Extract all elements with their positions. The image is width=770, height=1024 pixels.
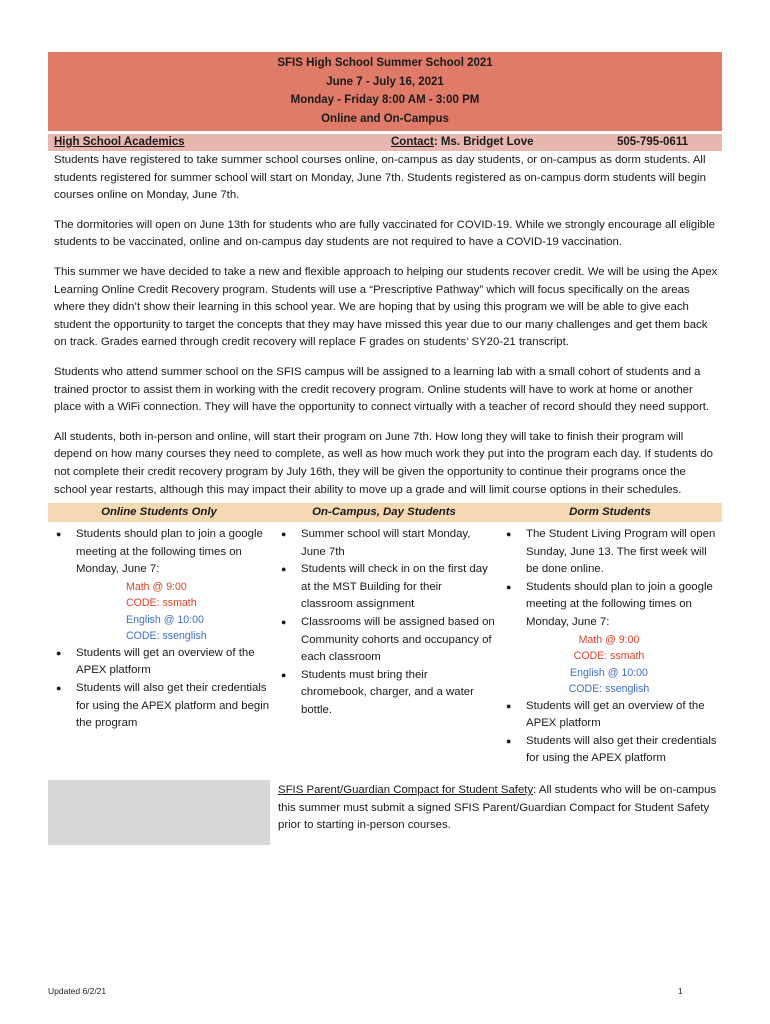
list-item: ● Students will also get their credentials for using the APEX platform	[498, 733, 722, 768]
contact-phone: 505-795-0611	[617, 136, 688, 148]
meeting-codes	[526, 632, 722, 698]
paragraph-start-dates: All students, both in-person and online, will start their program on June 7th. How long they will take to finish their program will depend on how many courses they need to complete, as well as how much work they put into the program each day. If students do not complete their credit recovery program by July 16th, they will be given the opportunity to continue their programs once the school year restarts, although this may impact their ability to move up a grade and will limit course options in their schedules.	[54, 430, 713, 496]
column-heading-day: On-Campus, Day Students	[273, 503, 495, 522]
paragraph-dormitories: The dormitories will open on June 13th for students who are fully vaccinated for COVID-19. While we strongly encourage all eligible students to be vaccinated, online and on-campus day students are not required to have a COVID-19 vaccination.	[54, 218, 715, 249]
math-time: Math @ 9:00	[578, 633, 640, 646]
footer-updated: Updated 6/2/21	[48, 986, 107, 996]
math-time: Math @ 9:00	[126, 580, 187, 593]
gray-placeholder-box	[48, 780, 270, 845]
list-item: ● Students should plan to join a google meeting at the following times on Monday, June 7: Math @ 9:00 CODE: ssmath English @ 10:00 CODE: ssenglish	[498, 579, 722, 698]
student-types-table	[48, 503, 722, 768]
contact-person	[387, 134, 609, 151]
contact-row	[48, 134, 722, 151]
paragraph-credit-recovery: This summer we have decided to take a new and flexible approach to helping our students recover credit. We will be using the Apex Learning Online Credit Recovery program. Students will use a “Prescriptive Pathway” which will focus specifically on the areas where they didn’t show their learning in this school year. We are hoping that by using this program we will be able to give each student the opportunity to target the concepts that they may have missed this year due to our many challenges and get them back on track. Grades earned through credit recovery will replace F grades on students’ SY20-21 transcript.	[54, 265, 718, 349]
math-code: CODE: ssmath	[573, 650, 645, 663]
safety-compact-note	[278, 782, 718, 845]
column-heading-dorm: Dorm Students	[498, 503, 722, 522]
list-item: ● Students will get an overview of the APEX platform	[498, 698, 722, 733]
dorm-column	[498, 522, 722, 768]
paragraph-campus-labs: Students who attend summer school on the SFIS campus will be assigned to a learning lab with a small cohort of students and a trained proctor to assist them in working with the credit recovery program. Online students will have to work at home or another place with a WiFi connection. They will have the opportunity to connect virtually with a teacher of record should they need support.	[54, 365, 710, 414]
paragraph-registration: Students have registered to take summer school courses online, on-campus as day students, or on-campus as dorm students. All students registered for summer school will start on Monday, June 7th. Students registered as on-campus dorm students will begin courses online on Monday, June 7th.	[54, 154, 706, 202]
header-title: SFIS High School Summer School 2021	[277, 57, 493, 69]
contact-name: : Ms. Bridget Love	[433, 136, 534, 148]
list-item: ● Students will check in on the first day at the MST Building for their classroom assignment	[273, 561, 495, 614]
header-dates: June 7 - July 16, 2021	[326, 75, 444, 88]
english-code: CODE: ssenglish	[126, 630, 207, 643]
page-number: 1	[678, 986, 683, 996]
english-code: CODE: ssenglish	[568, 683, 650, 696]
document-page	[48, 52, 722, 845]
math-code: CODE: ssmath	[126, 597, 197, 610]
header-hours: Monday - Friday 8:00 AM - 3:00 PM	[290, 94, 480, 106]
list-item: ● Classrooms will be assigned based on Community cohorts and occupancy of each classroom	[273, 614, 495, 667]
list-item: ● Students will also get their credentials for using the APEX platform and begin the program	[48, 680, 270, 733]
department-label: High School Academics	[54, 136, 185, 148]
header-banner	[48, 52, 722, 131]
list-item: ● Summer school will start Monday, June 7th	[273, 526, 495, 561]
list-item: ● Students will get an overview of the APEX platform	[48, 645, 270, 680]
compact-text: : All students who will be on-campus this summer must submit a signed SFIS Parent/Guardian Compact for Student Safety prior to starting in-person courses.	[278, 784, 717, 832]
list-item: ● Students should plan to join a google meeting at the following times on Monday, June 7: Math @ 9:00 CODE: ssmath English @ 10:00 CODE: ssenglish	[48, 526, 270, 645]
english-time: English @ 10:00	[126, 613, 204, 626]
list-item: ● The Student Living Program will open Sunday, June 13. The first week will be done online.	[498, 526, 722, 579]
list-item: ● Students must bring their chromebook, charger, and a water bottle.	[273, 667, 495, 720]
day-column	[273, 522, 495, 768]
column-heading-online: Online Students Only	[48, 503, 270, 522]
header-mode: Online and On-Campus	[321, 112, 449, 125]
english-time: English @ 10:00	[570, 666, 648, 679]
meeting-codes	[76, 579, 270, 645]
contact-label: Contact	[391, 136, 434, 148]
bottom-section	[48, 780, 722, 845]
compact-title: SFIS Parent/Guardian Compact for Student Safety	[278, 784, 534, 797]
online-column	[48, 522, 270, 768]
